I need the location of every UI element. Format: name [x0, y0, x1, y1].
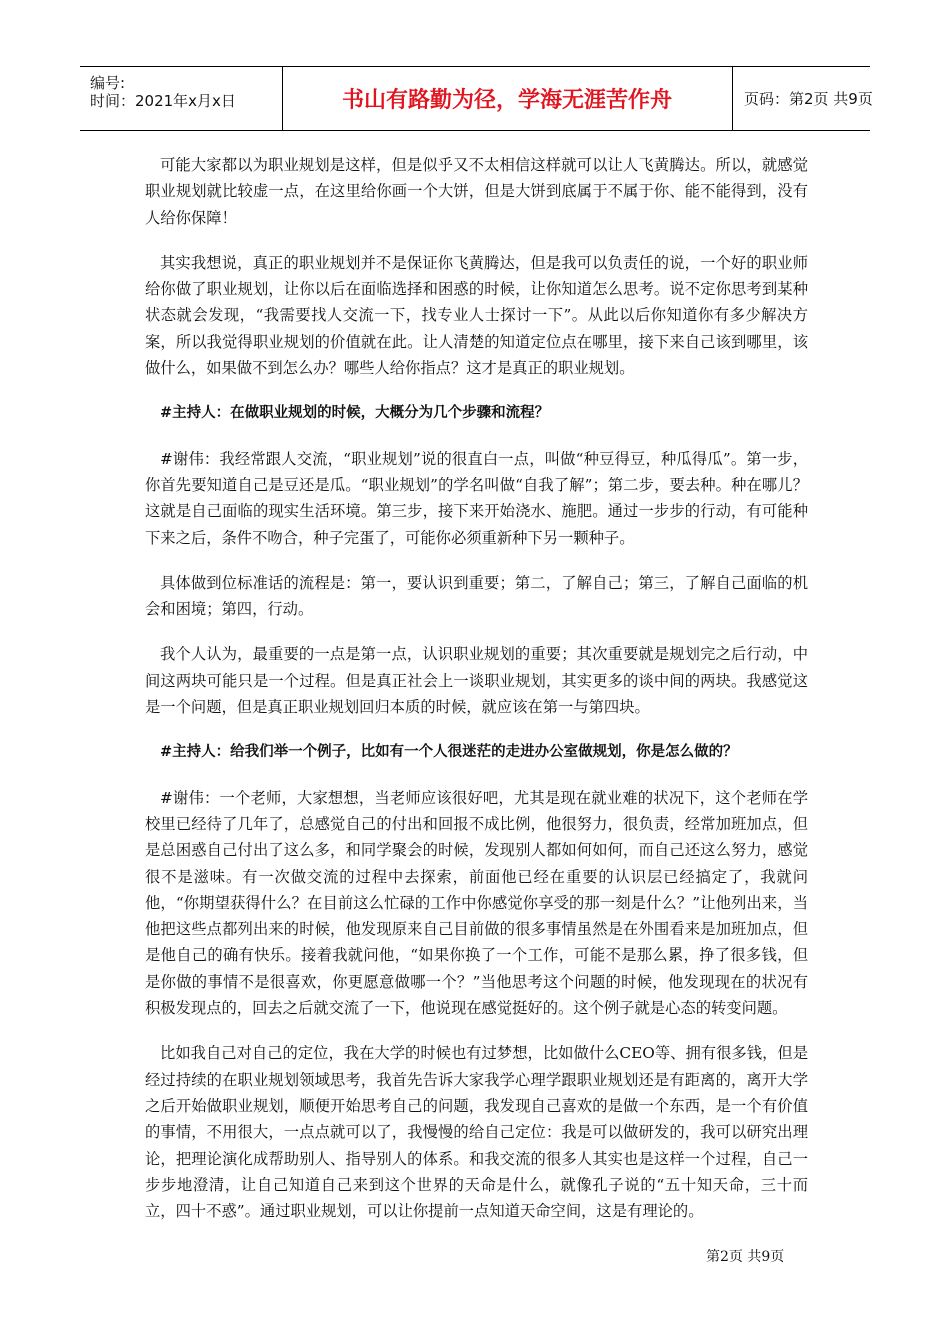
paragraph: #谢伟：一个老师，大家想想，当老师应该很好吧，尤其是现在就业难的状况下，这个老师在学校里已经待了几年了，总感觉自己的付出和回报不成比例，他很努力，很负责，经常加班加点，但是总困惑自己付出了这么多，和同学聚会的时候，发现别人都如何如何，而自己还这么努力，感觉很不是滋味。有一次做交流的过程中去探索，前面他已经在重要的认识层已经搞定了，我就问他，“你期望获得什么？在目前这么忙碌的工作中你感觉你享受的那一刻是什么？”让他列出来，当他把这些点都列出来的时候，他发现原来自己目前做的很多事情虽然是在外围看来是加班加点，但是他自己的确有快乐。接着我就问他，“如果你换了一个工作，可能不是那么累，挣了很多钱，但是你做的事情不是很喜欢，你更愿意做哪一个？”当他思考这个问题的时候，他发现现在的状况有积极发现点的，回去之后就交流了一下，他说现在感觉挺好的。这个例子就是心态的转变问题。 — [145, 788, 808, 1018]
paragraph: 比如我自己对自己的定位，我在大学的时候也有过梦想，比如做什么CEO等、拥有很多钱，但是经过持续的在职业规划领域思考，我首先告诉大家我学心理学跟职业规划还是有距离的，离开大学之后开始做职业规划，顺便开始思考自己的问题，我发现自己喜欢的是做一个东西，是一个有价值的事情，不用很大，一点点就可以了，我慢慢的给自己定位：我是可以做研发的，我可以研究出理论，把理论演化成帮助别人、指导别人的体系。和我交流的很多人其实也是这样一个过程，自己一步步地澄清，让自己知道自己来到这个世界的天命是什么，就像孔子说的“五十知天命，三十而立，四十不惑”。通过职业规划，可以让你提前一点知道天命空间，这是有理论的。 — [145, 1044, 808, 1221]
document-date: 时间：2021年x月x日 — [90, 92, 236, 110]
host-question: #主持人：在做职业规划的时候，大概分为几个步骤和流程？ — [160, 405, 550, 422]
header-meta — [80, 67, 283, 130]
document-body — [145, 152, 808, 1243]
paragraph: 我个人认为，最重要的一点是第一点，认识职业规划的重要；其次重要就是规划完之后行动，中间这两块可能只是一个过程。但是真正社会上一谈职业规划，其实更多的谈中间的两块。我感觉这是一个问题，但是真正职业规划回归本质的时候，就应该在第一与第四块。 — [145, 645, 808, 717]
paragraph: #谢伟：我经常跟人交流，“职业规划”说的很直白一点，叫做“种豆得豆，种瓜得瓜”。第一步，你首先要知道自己是豆还是瓜。“职业规划”的学名叫做“自我了解”；第二步，要去种。种在哪儿？这就是自己面临的现实生活环境。第三步，接下来开始浇水、施肥。通过一步步的行动，有可能种下来之后，条件不吻合，种子完蛋了，可能你必须重新种下另一颗种子。 — [145, 449, 808, 547]
paragraph: 其实我想说，真正的职业规划并不是保证你飞黄腾达，但是我可以负责任的说，一个好的职业师给你做了职业规划，让你以后在面临选择和困惑的时候，让你知道怎么思考。说不定你思考到某种状态就会发现，“我需要找人交流一下，找专业人士探讨一下”。从此以后你知道你有多少解决方案，所以我觉得职业规划的价值就在此。让人清楚的知道定位点在哪里，接下来自己该到哪里，该做什么，如果做不到怎么办？哪些人给你指点？这才是真正的职业规划。 — [145, 253, 808, 378]
host-question: #主持人：给我们举一个例子，比如有一个人很迷茫的走进办公室做规划，你是怎么做的？ — [160, 744, 738, 761]
page-header — [80, 66, 873, 131]
page-footer-number: 第2页 共9页 — [706, 1249, 785, 1265]
header-motto: 书山有路勤为径，学海无涯苦作舟 — [341, 88, 672, 113]
header-motto-cell — [282, 67, 733, 130]
document-number-label: 编号: — [90, 74, 126, 92]
header-page-number: 页码：第2页 共9页 — [744, 90, 873, 108]
paragraph: 可能大家都以为职业规划是这样，但是似乎又不太相信这样就可以让人飞黄腾达。所以，就感觉职业规划就比较虚一点，在这里给你画一个大饼，但是大饼到底属于不属于你、能不能得到，没有人给你保障！ — [145, 156, 808, 227]
paragraph: 具体做到位标准话的流程是：第一，要认识到重要；第二，了解自己；第三，了解自己面临的机会和困境；第四，行动。 — [145, 573, 808, 619]
